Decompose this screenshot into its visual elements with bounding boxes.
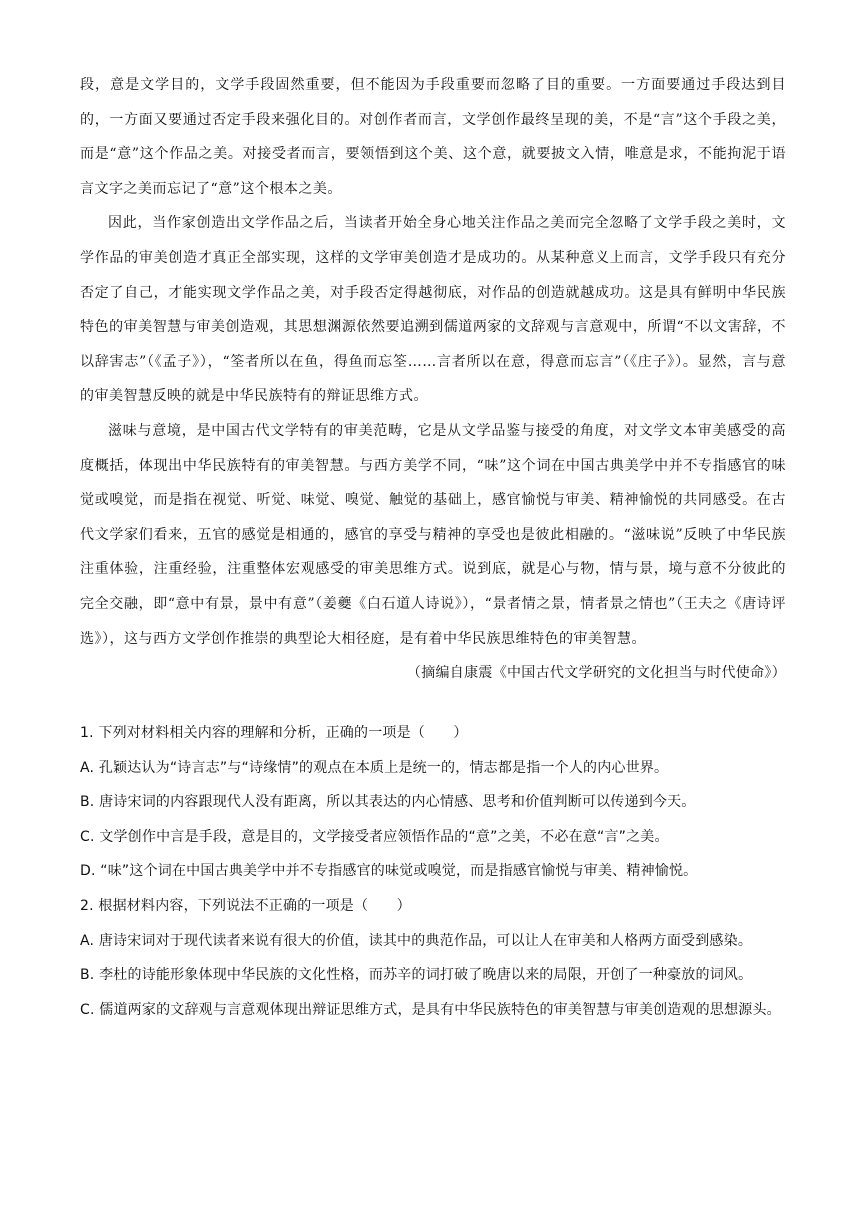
- question-1-stem: 1. 下列对材料相关内容的理解和分析，正确的一项是（ ）: [80, 725, 468, 741]
- passage-source: （摘编自康震《中国古代文学研究的文化担当与时代使命》）: [406, 665, 786, 682]
- passage: [80, 68, 786, 691]
- question-1-option-d: D. “味”这个词在中国古典美学中并不专指感官的味觉或嗅觉，而是指感官愉悦与审美、精神愉悦。: [80, 863, 698, 880]
- passage-paragraph-2: 因此，当作家创造出文学作品之后，当读者开始全身心地关注作品之美而完全忽略了文学手段之美时，文学作品的审美创造才真正全部实现，这样的文学审美创造才是成功的。从某种意义上而言，文学手段只有充分否定了自己，才能实现文学作品之美，对手段否定得越彻底，对作品的创造就越成功。这是具有鲜明中华民族特色的审美智慧与审美创造观，其思想渊源依然要追溯到儒道两家的文辞观与言意观中，所谓“不以文害辞，不以辞害志”（《孟子》），“筌者所以在鱼，得鱼而忘筌……言者所以在意，得意而忘言”（《庄子》）。显然，言与意的审美智慧反映的就是中华民族特有的辩证思维方式。: [80, 215, 786, 405]
- question-1-option-b: B. 唐诗宋词的内容跟现代人没有距离，所以其表达的内心情感、思考和价值判断可以传递到今天。: [80, 794, 696, 811]
- question-2-option-c: C. 儒道两家的文辞观与言意观体现出辩证思维方式，是具有中华民族特色的审美智慧与审美创造观的思想源头。: [80, 1001, 781, 1018]
- question-2-option-b: B. 李杜的诗能形象体现中华民族的文化性格，而苏辛的词打破了晚唐以来的局限，开创了一种豪放的词风。: [80, 967, 753, 984]
- question-2-option-a: A. 唐诗宋词对于现代读者来说有很大的价值，读其中的典范作品，可以让人在审美和人格两方面受到感染。: [80, 932, 753, 949]
- question-1-option-a: A. 孔颖达认为“诗言志”与“诗缘情”的观点在本质上是统一的，情志都是指一个人的内心世界。: [80, 759, 669, 776]
- passage-paragraph-1: 段，意是文学目的，文学手段固然重要，但不能因为手段重要而忽略了目的重要。一方面要通过手段达到目的，一方面又要通过否定手段来强化目的。对创作者而言，文学创作最终呈现的美，不是“言”这个手段之美，而是“意”这个作品之美。对接受者而言，要领悟到这个美、这个意，就要披文入情，唯意是求，不能拘泥于语言文字之美而忘记了“意”这个根本之美。: [80, 77, 786, 197]
- question-1-option-c: C. 文学创作中言是手段，意是目的，文学接受者应领悟作品的“意”之美，不必在意“言”之美。: [80, 828, 669, 845]
- questions: [80, 716, 786, 1027]
- question-2-stem: 2. 根据材料内容，下列说法不正确的一项是（ ）: [80, 897, 411, 914]
- passage-paragraph-3: 滋味与意境，是中国古代文学特有的审美范畴，它是从文学品鉴与接受的角度，对文学文本审美感受的高度概括，体现出中华民族特有的审美智慧。与西方美学不同，“味”这个词在中国古典美学中并不专指感官的味觉或嗅觉，而是指在视觉、听觉、味觉、嗅觉、触觉的基础上，感官愉悦与审美、精神愉悦的共同感受。在古代文学家们看来，五官的感觉是相通的，感官的享受与精神的享受也是彼此相融的。“滋味说”反映了中华民族注重体验，注重经验，注重整体宏观感受的审美思维方式。说到底，就是心与物，情与景，境与意不分彼此的完全交融，即“意中有景，景中有意”（姜夔《白石道人诗说》），“景者情之景，情者景之情也”（王夫之《唐诗评选》），这与西方文学创作推崇的典型论大相径庭，是有着中华民族思维特色的审美智慧。: [80, 422, 786, 647]
